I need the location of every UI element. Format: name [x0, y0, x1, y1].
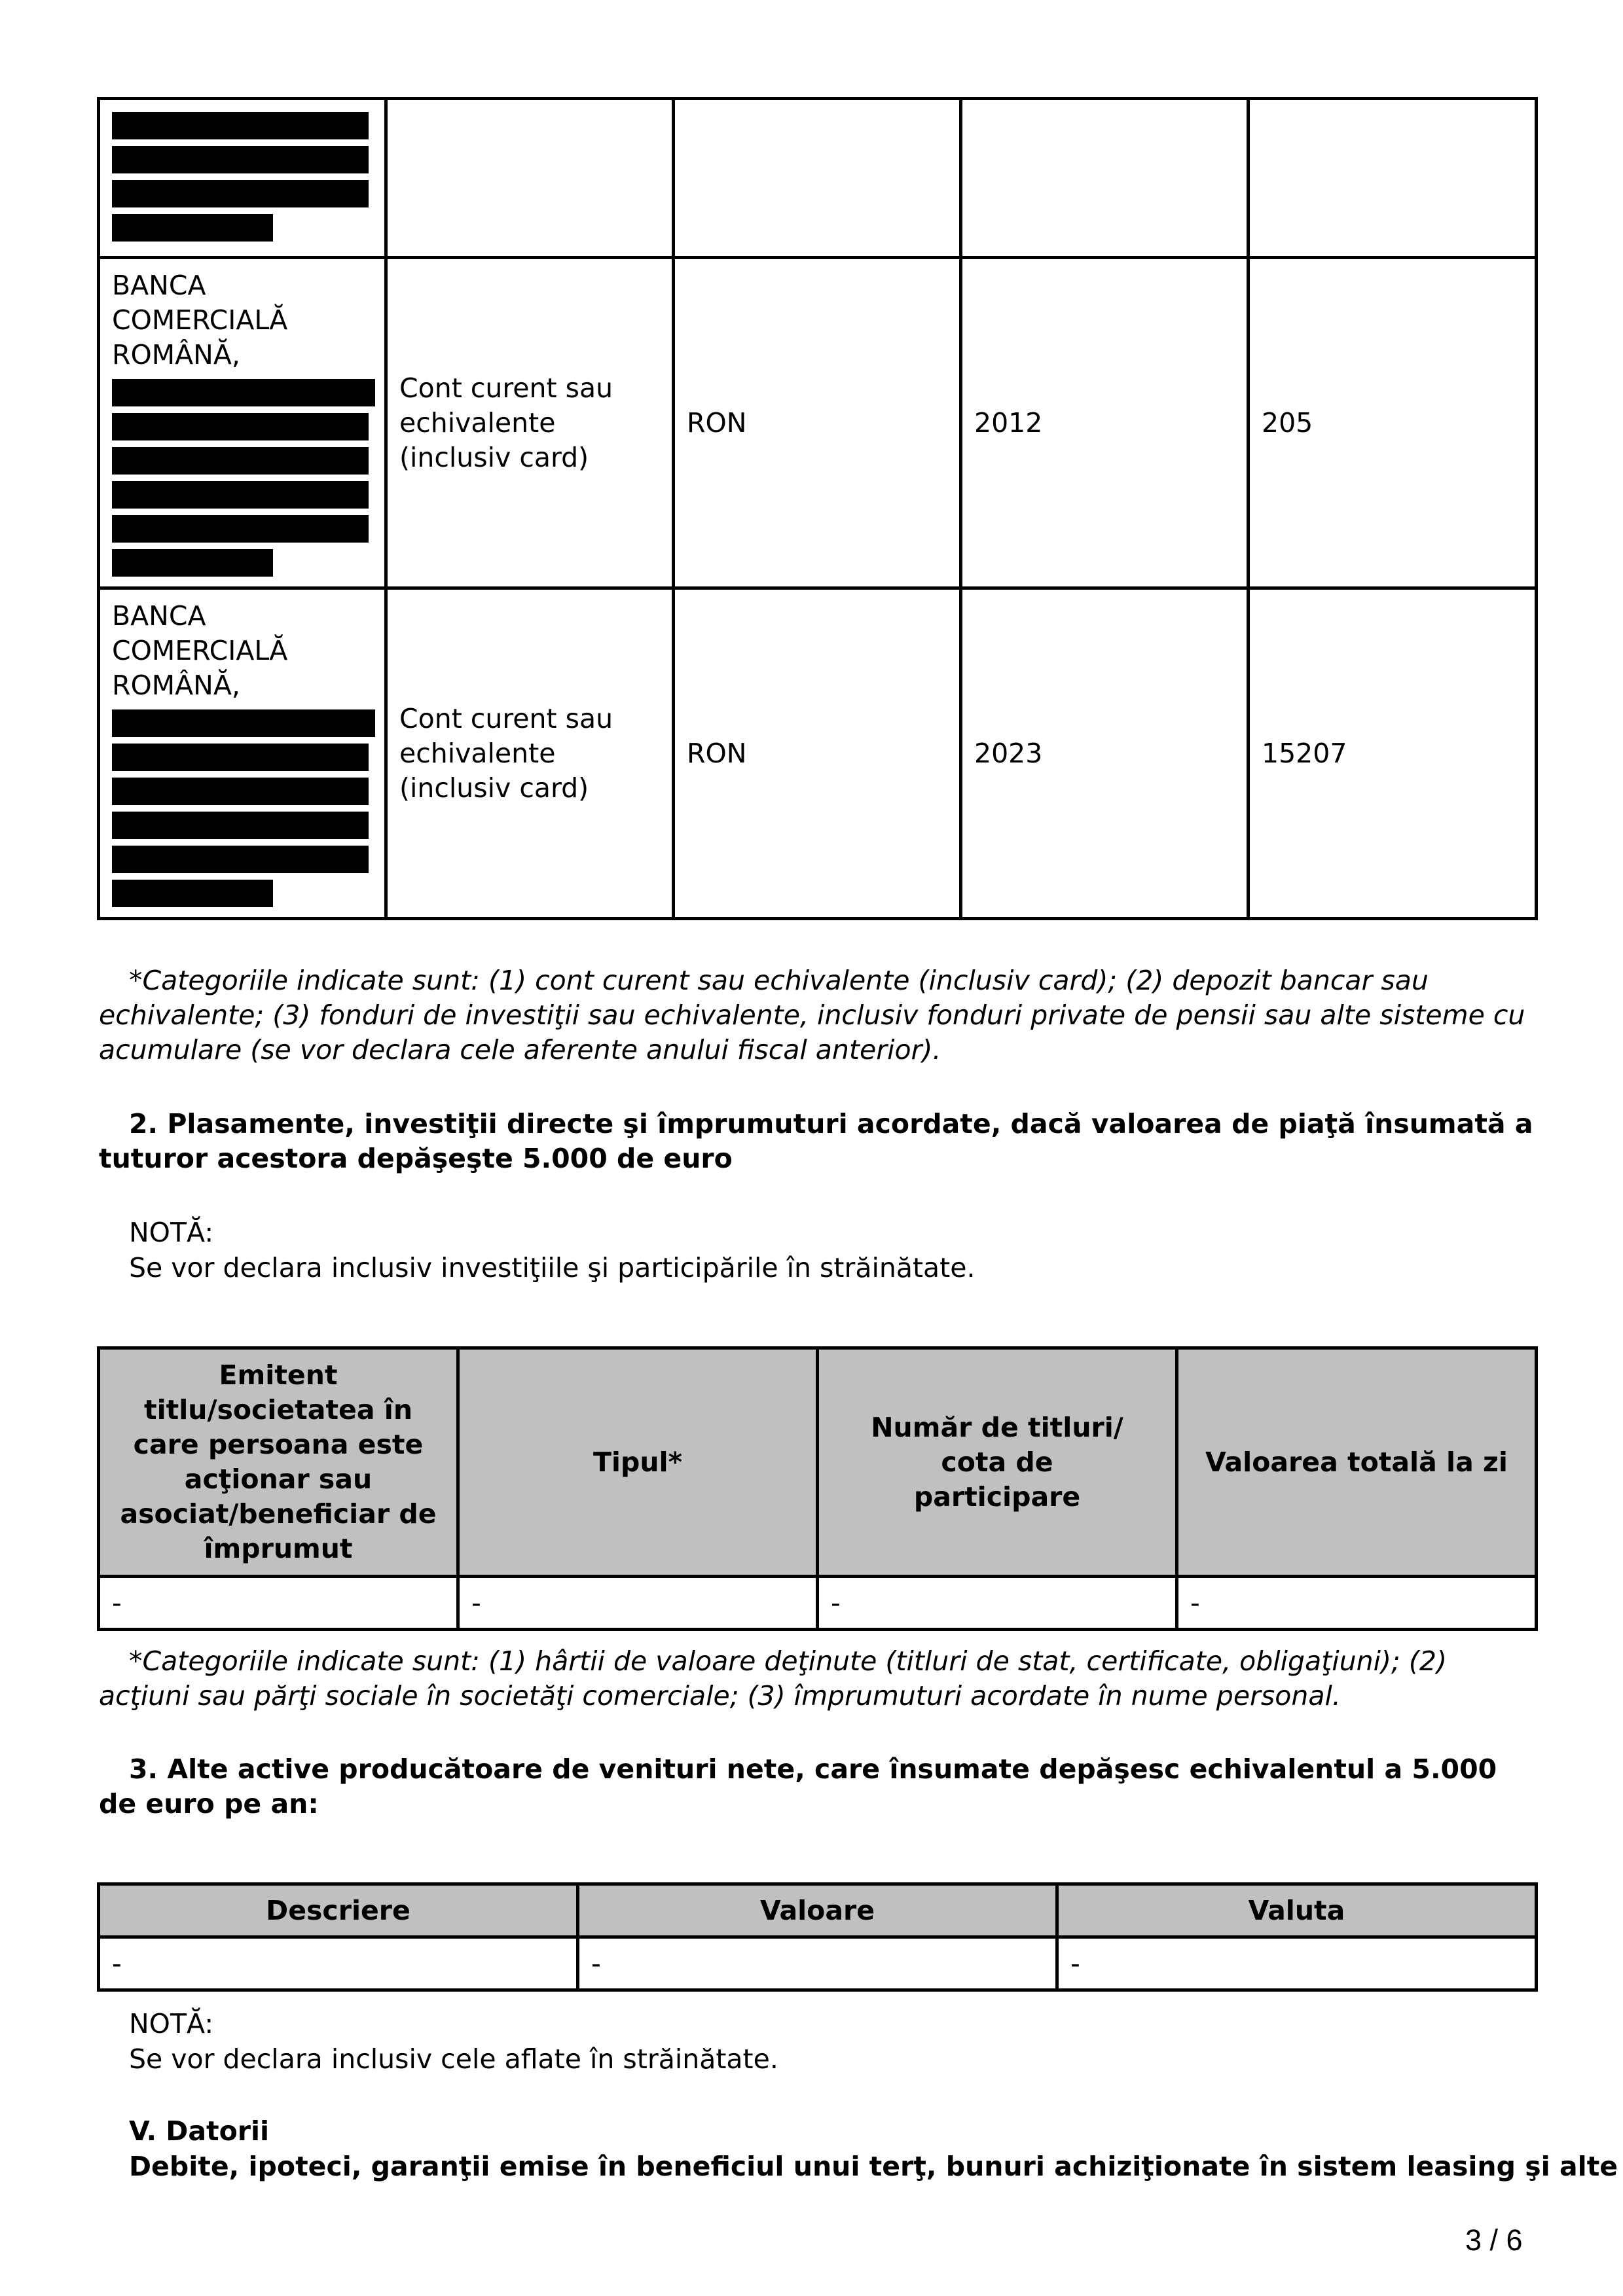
column-header-issuer: Emitent titlu/societatea în care persoana este acţionar sau asociat/beneficiar de împrumut [99, 1348, 458, 1577]
redacted-block [112, 778, 369, 805]
investments-table [97, 1346, 1538, 1631]
section-3-note-label: NOTĂ: [129, 2008, 214, 2039]
redacted-block [112, 481, 369, 509]
currency-cell [674, 99, 961, 258]
bank-name-cell [99, 588, 386, 919]
account-type-cell: Cont curent sau echivalente (inclusiv card) [386, 258, 674, 588]
currency-cell: RON [674, 258, 961, 588]
accounts-categories-note: *Categoriile indicate sunt: (1) cont curent sau echivalente (inclusiv card); (2) depozit bancar sau echivalente; (3) fonduri de investiţii sau echivalente, inclusiv fonduri private de pensii sau alte sisteme cu acumulare (se vor declara cele aferente anului fiscal anterior). [99, 965, 1525, 1066]
quantity-cell: - [818, 1577, 1177, 1630]
bank-name-cell [99, 258, 386, 588]
redacted-block [112, 549, 273, 577]
redacted-block [112, 744, 369, 771]
section-3-note-text: Se vor declara inclusiv cele aflate în străinătate. [129, 2043, 778, 2075]
redacted-block [112, 214, 273, 242]
redacted-block [112, 880, 273, 907]
redacted-block [112, 146, 369, 173]
redacted-block [112, 812, 369, 839]
column-header-total-value: Valoarea totală la zi [1177, 1348, 1537, 1577]
redacted-block [112, 180, 369, 207]
balance-cell: 205 [1249, 258, 1537, 588]
issuer-cell: - [99, 1577, 458, 1630]
section-5-heading: V. Datorii [129, 2115, 270, 2147]
table-row [99, 1937, 1537, 1990]
redacted-block [112, 413, 369, 440]
income-assets-table [97, 1882, 1538, 1992]
table-row [99, 258, 1537, 588]
bank-name: BANCA COMERCIALĂ ROMÂNĂ, [112, 270, 288, 370]
table-row [99, 588, 1537, 919]
bank-name: BANCA COMERCIALĂ ROMÂNĂ, [112, 600, 288, 701]
table-row [99, 99, 1537, 258]
redacted-block [112, 515, 369, 543]
table-row [99, 1577, 1537, 1630]
investments-categories-note: *Categoriile indicate sunt: (1) hârtii de valoare deţinute (titluri de stat, certificate, obligaţiuni); (2) acţiuni sau părţi sociale în societăţi comerciale; (3) împrumuturi acordate în nume personal. [99, 1645, 1447, 1712]
total-value-cell: - [1177, 1577, 1537, 1630]
currency-cell: RON [674, 588, 961, 919]
redacted-block [112, 846, 369, 873]
table-header-row [99, 1348, 1537, 1577]
account-type-cell: Cont curent sau echivalente (inclusiv card) [386, 588, 674, 919]
currency-cell: - [1057, 1937, 1537, 1990]
bank-accounts-table [97, 97, 1538, 920]
column-header-value: Valoare [578, 1884, 1057, 1937]
column-header-type: Tipul* [458, 1348, 818, 1577]
column-header-description: Descriere [99, 1884, 578, 1937]
page-number: 3 / 6 [1465, 2223, 1523, 2257]
year-cell [961, 99, 1249, 258]
year-cell: 2012 [961, 258, 1249, 588]
section-5-subheading: Debite, ipoteci, garanţii emise în beneficiul unui terţ, bunuri achiziţionate în sistem leasing şi alte [129, 2151, 1618, 2182]
bank-name-cell [99, 99, 386, 258]
value-cell: - [578, 1937, 1057, 1990]
redacted-block [112, 709, 375, 737]
redacted-block [112, 379, 375, 406]
type-cell: - [458, 1577, 818, 1630]
balance-cell [1249, 99, 1537, 258]
redacted-block [112, 447, 369, 475]
section-2-note-label: NOTĂ: [129, 1217, 214, 1248]
description-cell: - [99, 1937, 578, 1990]
year-cell: 2023 [961, 588, 1249, 919]
section-2-note-text: Se vor declara inclusiv investiţiile şi participările în străinătate. [129, 1252, 976, 1283]
table-header-row [99, 1884, 1537, 1937]
column-header-quantity: Număr de titluri/ cota de participare [818, 1348, 1177, 1577]
account-type-cell [386, 99, 674, 258]
redacted-block [112, 112, 369, 139]
balance-cell: 15207 [1249, 588, 1537, 919]
section-3-heading: 3. Alte active producătoare de venituri nete, care însumate depăşesc echivalentul a 5.000 de euro pe an: [99, 1753, 1497, 1820]
section-2-heading: 2. Plasamente, investiţii directe şi împrumuturi acordate, dacă valoarea de piaţă însumată a tuturor acestora depăşeşte 5.000 de euro [99, 1108, 1533, 1174]
column-header-currency: Valuta [1057, 1884, 1537, 1937]
